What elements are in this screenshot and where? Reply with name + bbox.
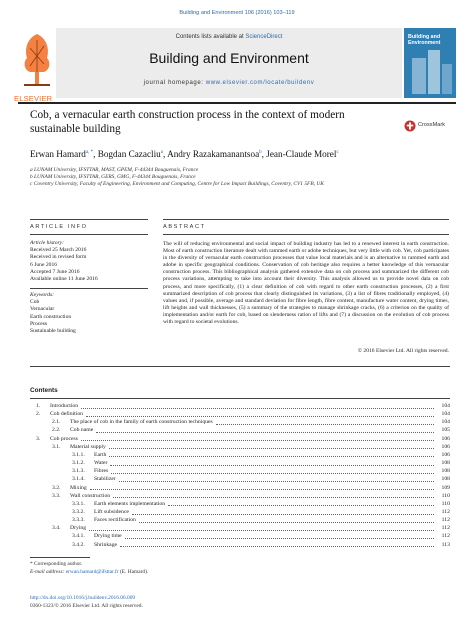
toc-leader — [110, 465, 434, 466]
toc-page: 106 — [441, 435, 450, 442]
toc-leader — [125, 538, 434, 539]
toc-title[interactable]: Shrinkage — [94, 541, 118, 548]
toc-leader — [216, 424, 434, 425]
email-suffix: (E. Hamard). — [118, 569, 149, 575]
contents-prefix: Contents lists available at — [175, 34, 246, 40]
toc-title[interactable]: Earth elements implementation — [94, 500, 166, 507]
keyword[interactable]: Sustainable building — [30, 328, 76, 335]
toc-title[interactable]: Wall construction — [70, 492, 111, 499]
abstract-heading: ABSTRACT — [163, 224, 206, 230]
footnote-rule — [30, 557, 90, 558]
paper-title — [30, 108, 390, 136]
toc-leader — [113, 497, 434, 498]
article-info-rule — [30, 234, 148, 235]
toc-number: 3.1.2. — [72, 460, 85, 467]
toc-page: 104 — [441, 419, 450, 426]
toc-entry[interactable] — [30, 485, 450, 493]
doi-link[interactable] — [30, 595, 135, 601]
toc-number: 3. — [36, 435, 41, 442]
toc-entry[interactable] — [30, 403, 450, 411]
cover-artwork — [404, 28, 456, 98]
toc-number: 3.1. — [52, 443, 61, 450]
author-list: Erwan Hamard$^{a, *}$, Bogdan Cazacliu$^a$, Andry Razakamanantsoa$^b$, Jean-Claude Morel$^c$ — [30, 149, 339, 159]
toc-number: 1. — [36, 403, 41, 409]
journal-homepage — [56, 80, 402, 86]
history-item: Available online 11 June 2016 — [30, 276, 98, 283]
email-label: E-mail address: — [30, 569, 66, 575]
author-sup[interactable]: a, * — [85, 149, 94, 155]
history-item: Accepted 7 June 2016 — [30, 268, 80, 275]
toc-entry[interactable] — [30, 419, 450, 427]
toc-page: 113 — [441, 541, 450, 548]
toc-title[interactable]: Stabilizer — [94, 476, 116, 483]
keyword[interactable]: Earth construction — [30, 313, 72, 320]
cover-title: Building and Environment — [408, 34, 441, 46]
toc-number: 3.1.4. — [72, 476, 85, 483]
toc-entry[interactable] — [30, 501, 450, 509]
keywords-label: Keywords: — [30, 292, 55, 298]
header-rule — [18, 102, 456, 104]
history-item: 6 June 2016 — [30, 261, 58, 268]
toc-entry[interactable] — [30, 468, 450, 476]
doi-text[interactable]: http://dx.doi.org/10.1016/j.buildenv.2016.06.009 — [30, 595, 136, 601]
toc-leader — [139, 522, 434, 523]
toc-page: 106 — [441, 443, 450, 450]
author-name[interactable]: Erwan Hamard — [30, 149, 86, 159]
abstract-rule — [163, 234, 449, 235]
homepage-link[interactable]: www.elsevier.com/locate/buildenv — [205, 80, 315, 86]
toc-page: 112 — [441, 525, 450, 532]
author-sup[interactable]: a — [160, 149, 163, 155]
toc-title[interactable]: Introduction — [50, 403, 79, 409]
toc-entry[interactable] — [30, 452, 450, 460]
toc-number: 3.3.2. — [72, 508, 85, 515]
toc-page: 104 — [441, 403, 450, 409]
toc-entry[interactable] — [30, 533, 450, 541]
toc-number: 3.4.2. — [72, 541, 85, 548]
elsevier-tree-logo — [18, 28, 56, 90]
toc-leader — [119, 481, 434, 482]
abstract-text: The will of reducing environmental and social impact of building industry has led to a renewed interest in earth construction. Most of earth construction literature dealt with rammed earth or adobe techniques, but very little with cob. Yet, cob participates in the diversity of vernacular earth construction processes that value local materials and is an alternative to rammed earth and adobe in specific geographical conditions. Conservation of cob heritage also requires a better knowledge of this vernacular construction process. This bibliographical analysis gathered extensive data on cob process and summarized the different cob process variations, attempting to take into account their diversity. This analysis allowed us to provide novel data on cob process, and more specifically, (1) a clear definition of cob with regard to other earth construction processes, (2) a first summarized description of cob process that clearly distinguished its variations, (3) a list of fibres traditionally employed, (4) values and, if possible, average and standard deviation for fibre length, fibre content, manufacture water content, drying times, lift heights and wall thicknesses, (5) a summary of the strategies to manage shrinkage cracks, (6) a criterion on the quality of implementation and/or earth for cob, based on slenderness ration of lifts and (7) a discussion on the evolution of cob process with regard to societal evolutions. — [163, 241, 449, 326]
crossmark-badge[interactable] — [404, 118, 450, 134]
email-link[interactable]: erwan.hamard@ifsttar.fr — [65, 569, 119, 575]
toc-title[interactable]: Cob name — [70, 427, 94, 434]
toc-page: 108 — [441, 476, 450, 483]
toc-entry[interactable] — [30, 427, 450, 435]
toc-entry[interactable] — [30, 476, 450, 484]
toc-title[interactable]: Material supply — [70, 443, 106, 450]
toc-number: 2.2. — [52, 427, 61, 434]
author-name[interactable]: Jean-Claude Morel — [266, 149, 337, 159]
toc-title[interactable]: The place of cob in the family of earth construction techniques — [70, 419, 213, 426]
title-line-2: sustainable building — [30, 123, 121, 135]
abstract-copyright: © 2016 Elsevier Ltd. All rights reserved. — [357, 348, 449, 354]
email-note — [30, 569, 148, 575]
article-history — [30, 240, 148, 283]
toc-page: 108 — [441, 460, 450, 467]
toc-number: 2. — [36, 411, 41, 418]
affiliation: c Coventry University, Faculty of Engineering, Environment and Computing, Centre for Low Impact Buildings, Coventry, CV1 5FB, UK — [30, 181, 324, 187]
toc-number: 3.1.3. — [72, 468, 85, 475]
author-name[interactable]: Andry Razakamanantsoa — [167, 149, 260, 159]
toc-entry[interactable] — [30, 460, 450, 468]
author-name[interactable]: Bogdan Cazacliu — [97, 149, 161, 159]
crossmark-label: CrossMark — [418, 122, 446, 128]
toc-entry[interactable] — [30, 493, 450, 501]
corresponding-author-note: * Corresponding author. — [30, 561, 83, 567]
toc-leader — [81, 440, 434, 441]
toc-title[interactable]: Fibres — [94, 468, 109, 475]
toc-page: 110 — [441, 492, 450, 499]
toc-page: 112 — [441, 508, 450, 515]
toc-page: 109 — [441, 484, 450, 491]
toc-entry[interactable] — [30, 542, 450, 550]
toc-title[interactable]: Water — [94, 460, 108, 467]
journal-citation[interactable]: Building and Environment 106 (2016) 103–119 — [179, 10, 295, 16]
toc-title[interactable]: Earth — [94, 451, 107, 458]
affiliation: a LUNAM University, IFSTTAR, MAST, GPEM, F-44344 Bouguenais, France — [30, 167, 199, 173]
toc-title[interactable]: Drying time — [94, 533, 122, 540]
homepage-prefix: journal homepage: — [143, 80, 206, 86]
sciencedirect-link[interactable]: ScienceDirect — [245, 34, 283, 40]
keywords-block — [30, 292, 148, 335]
keyword[interactable]: Process — [30, 320, 48, 327]
keywords-rule — [30, 288, 148, 289]
toc-number: 3.3.1. — [72, 500, 85, 507]
toc-leader — [81, 408, 434, 409]
toc-entry[interactable] — [30, 509, 450, 517]
article-info-top-rule — [30, 219, 148, 220]
toc-number: 2.1. — [52, 419, 61, 426]
toc-leader — [96, 432, 434, 433]
toc-number: 3.3. — [52, 492, 61, 499]
toc-entry[interactable] — [30, 525, 450, 533]
toc-leader — [111, 473, 434, 474]
contents-rule — [30, 398, 450, 399]
journal-title: Building and Environment — [149, 50, 309, 66]
toc-number: 3.1.1. — [72, 451, 85, 458]
toc-title[interactable]: Lift subsidence — [94, 508, 129, 515]
affiliation: b LUNAM University, IFSTTAR, GERS, GMG, F-44344 Bouguenais, France — [30, 174, 196, 180]
toc-title[interactable]: Cob process — [50, 435, 78, 442]
toc-page: 112 — [441, 517, 450, 524]
contents-heading: Contents — [30, 387, 58, 394]
article-info-heading: ARTICLE INFO — [30, 224, 88, 230]
toc-leader — [168, 505, 434, 506]
toc-number: 3.2. — [52, 484, 61, 491]
keyword[interactable]: Vernacular — [30, 306, 55, 313]
toc-leader — [120, 546, 434, 547]
toc-leader — [109, 456, 434, 457]
history-label: Article history: — [30, 240, 65, 246]
toc-number: 3.4.1. — [72, 533, 85, 540]
abstract-top-rule — [163, 219, 449, 220]
author-sup[interactable]: b — [259, 149, 262, 155]
crossmark-icon — [404, 120, 416, 132]
contents-available-line — [56, 34, 402, 40]
author-sup[interactable]: c — [336, 149, 339, 155]
toc-page: 112 — [441, 533, 450, 540]
toc-entry[interactable] — [30, 436, 450, 444]
toc-leader — [90, 489, 434, 490]
issn-copyright: 0360-1323/© 2016 Elsevier Ltd. All rights reserved. — [30, 603, 143, 609]
toc-page: 106 — [441, 451, 450, 458]
toc-number: 3.4. — [52, 525, 61, 532]
toc-leader — [86, 416, 434, 417]
toc-title[interactable]: Mixing — [70, 484, 87, 491]
toc-leader — [89, 530, 434, 531]
history-item: Received 25 March 2016 — [30, 247, 87, 254]
toc-title[interactable]: Drying — [70, 525, 87, 532]
title-line-1: Cob, a vernacular earth construction process in the context of modern — [30, 109, 345, 121]
elsevier-wordmark: ELSEVIER — [14, 94, 53, 103]
toc-page: 110 — [441, 500, 450, 507]
toc-leader — [132, 514, 434, 515]
toc-number: 3.3.3. — [72, 517, 85, 524]
toc-page: 108 — [441, 468, 450, 475]
toc-entry[interactable] — [30, 517, 450, 525]
history-item: Received in revised form — [30, 254, 87, 261]
toc-page: 105 — [441, 427, 450, 434]
toc-title[interactable]: Cob definition — [50, 411, 84, 418]
journal-cover-thumbnail — [404, 28, 456, 98]
abstract-bottom-rule — [30, 366, 450, 367]
toc-leader — [109, 448, 434, 449]
toc-title[interactable]: Faces rectification — [94, 517, 136, 524]
keyword[interactable]: Cob — [30, 299, 40, 306]
toc-page: 104 — [441, 411, 450, 418]
toc-entry[interactable] — [30, 444, 450, 452]
